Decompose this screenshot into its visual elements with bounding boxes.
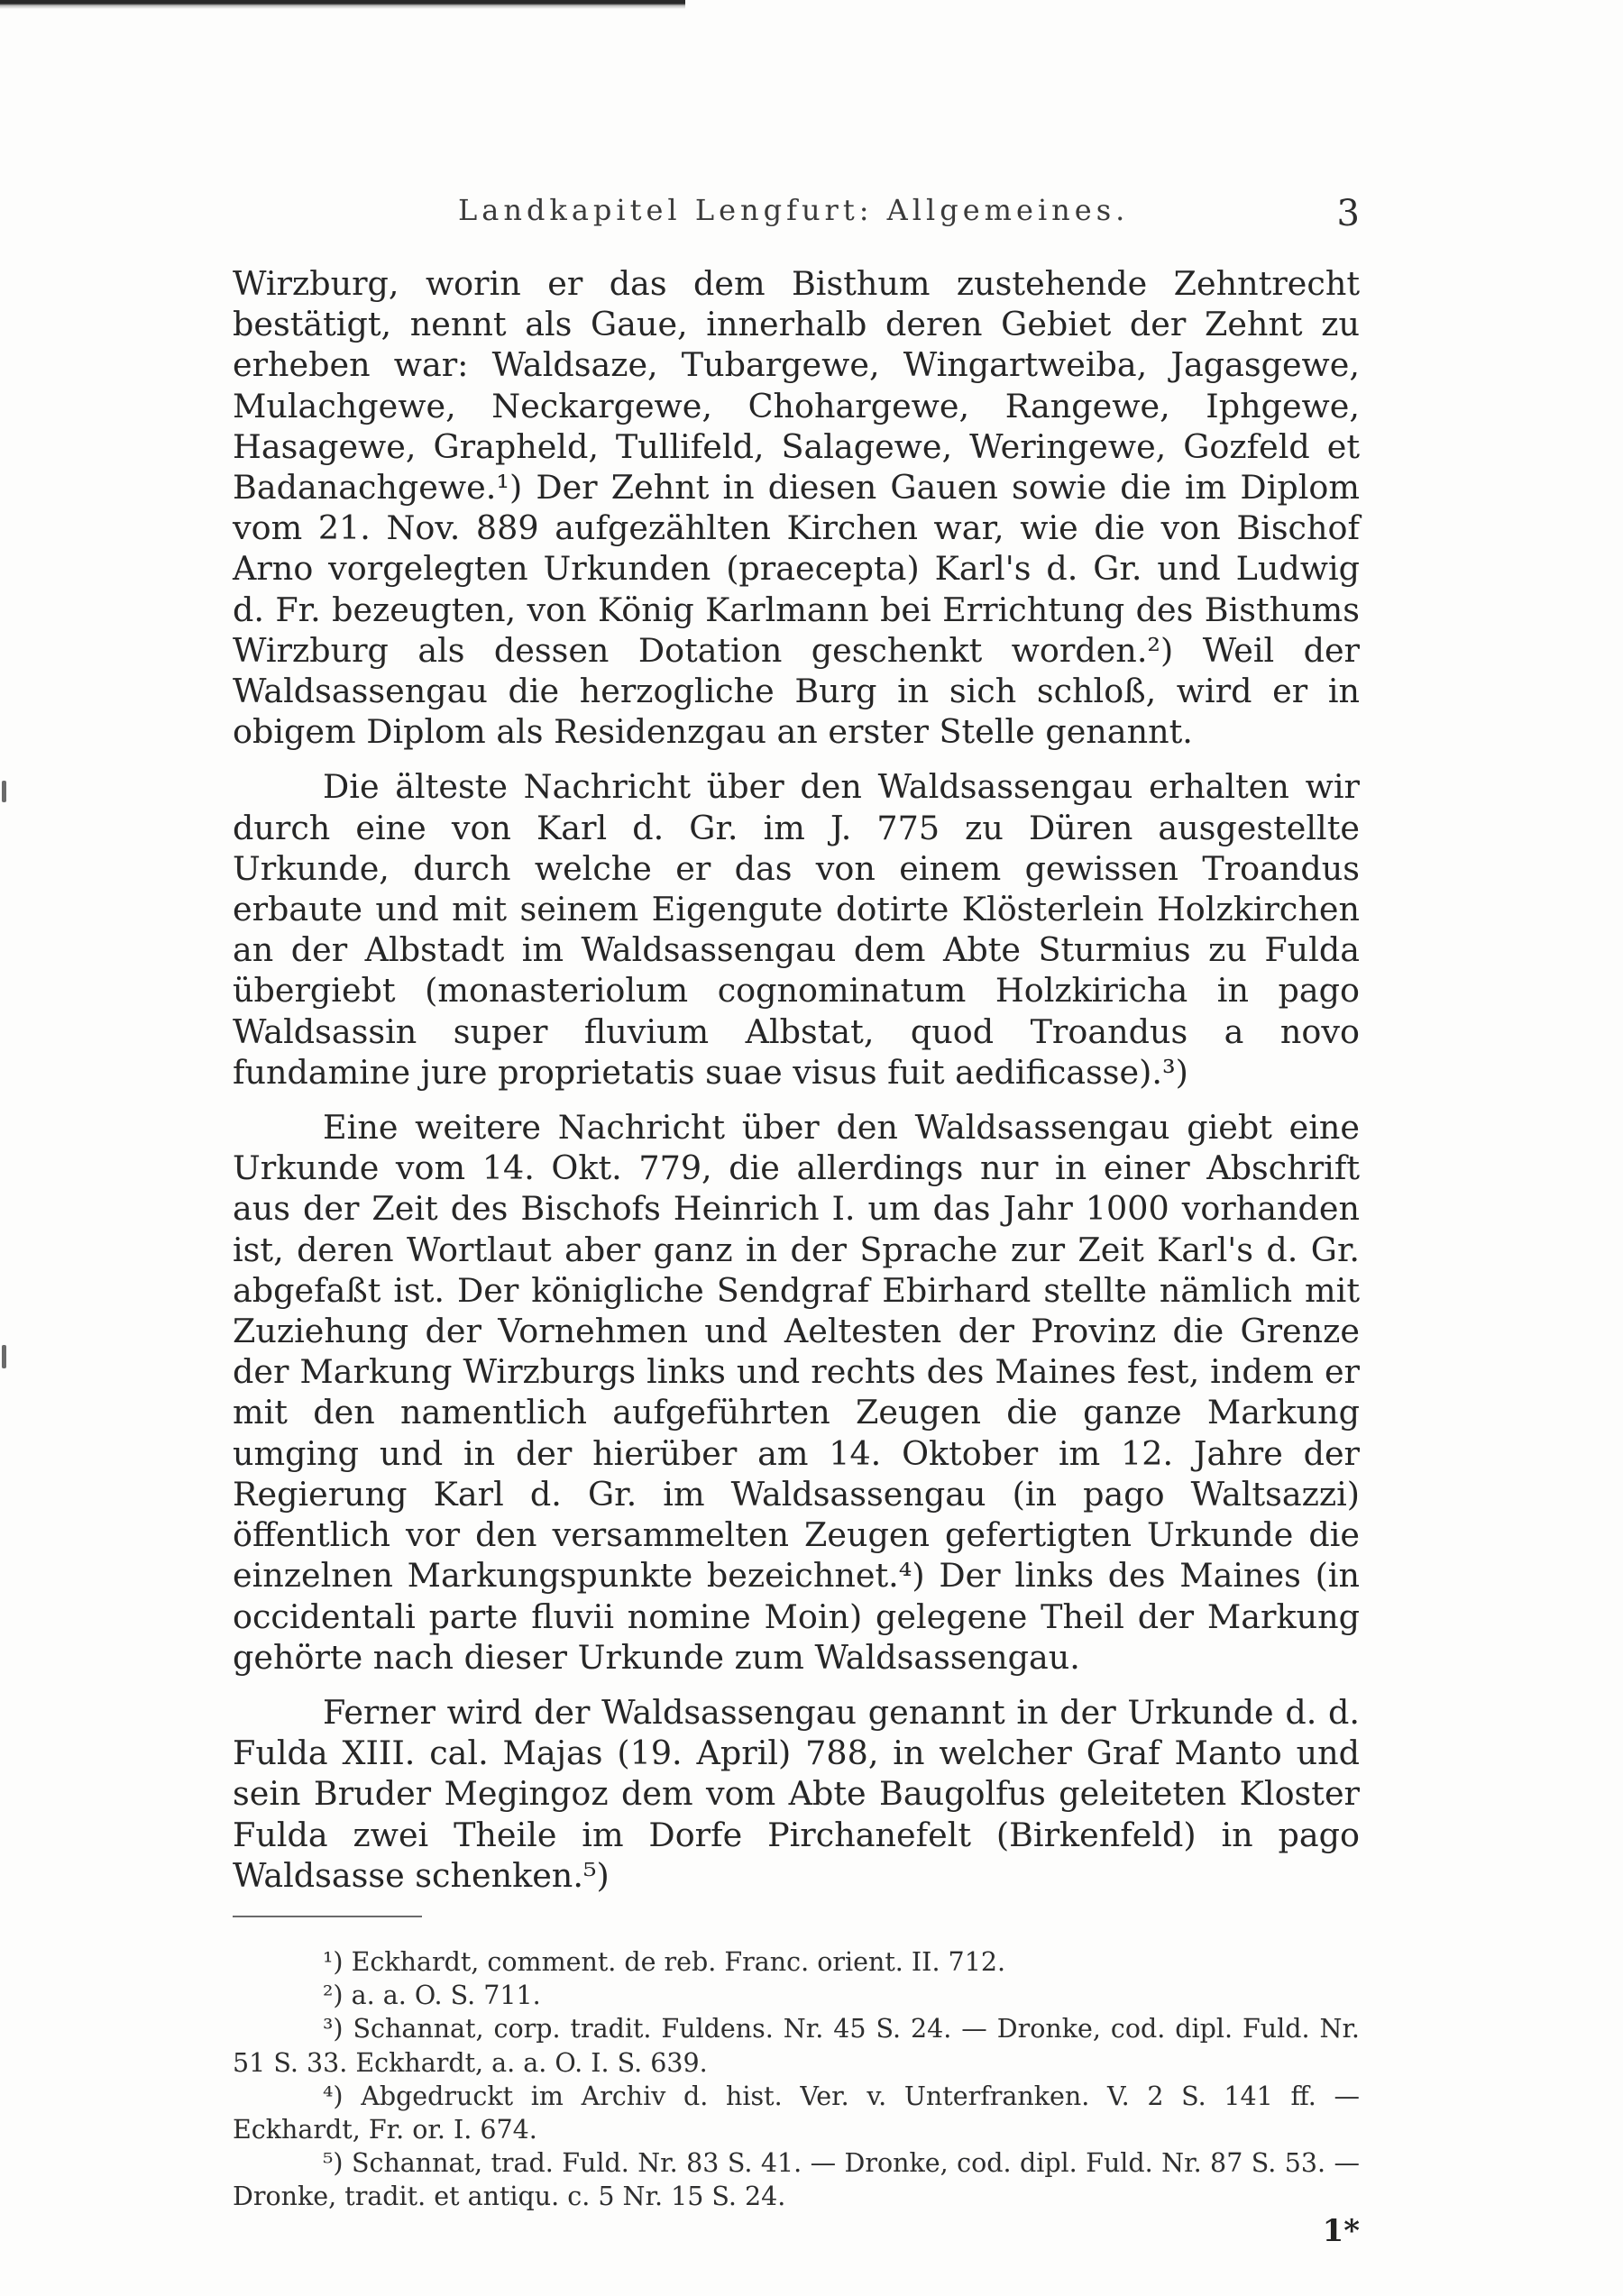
running-head [233,188,1360,242]
footnote-divider [233,1916,422,1917]
paragraph: Eine weitere Nachricht über den Waldsassengau giebt eine Urkunde vom 14. Okt. 779, die allerdings nur in einer Abschrift aus der Zeit des Bischofs Heinrich I. um das Jahr 1000 vorhanden ist, deren Wortlaut aber ganz in der Sprache zur Zeit Karl's d. Gr. abgefaßt ist. Der königliche Sendgraf Ebirhard stellte nämlich mit Zuziehung der Vornehmen und Aeltesten der Provinz die Grenze der Markung Wirzburgs links und rechts des Maines fest, indem er mit den namentlich aufgeführten Zeugen die ganze Markung umging und in der hierüber am 14. Oktober im 12. Jahre der Regierung Karl d. Gr. im Waldsassengau (in pago Waltsazzi) öffentlich vor den versammelten Zeugen gefertigten Urkunde die einzelnen Markungspunkte bezeichnet.⁴) Der links des Maines (in occidentali parte fluvii nomine Moin) gelegene Theil der Markung gehörte nach dieser Urkunde zum Waldsassengau. [233,1108,1360,1677]
scan-top-edge [0,0,685,9]
paragraph: Die älteste Nachricht über den Waldsassengau erhalten wir durch eine von Karl d. Gr. im J. 775 zu Düren ausgestellte Urkunde, durch welche er das von einem gewissen Troandus erbaute und mit seinem Eigengute dotirte Klösterlein Holzkirchen an der Albstadt im Waldsassengau dem Abte Sturmius zu Fulda übergiebt (monasteriolum cognominatum Holzkiricha in pago Waldsassin super fluvium Albstat, quod Troandus a novo fundamine jure proprietatis suae visus fuit aedificasse).³) [233,767,1360,1092]
left-edge-mark [2,781,6,802]
signature-mark: 1* [1322,2213,1360,2249]
body-text [233,263,1360,1910]
footnotes [233,1945,1360,2214]
left-edge-mark [2,1345,6,1368]
footnote: ¹) Eckhardt, comment. de reb. Franc. orient. II. 712. [323,1947,1006,1977]
footnote: ⁵) Schannat, trad. Fuld. Nr. 83 S. 41. — Dronke, cod. dipl. Fuld. Nr. 87 S. 53. — Dronke, tradit. et antiqu. c. 5 Nr. 15 S. 24. [233,2148,1360,2212]
footnote: ⁴) Abgedruckt im Archiv d. hist. Ver. v. Unterfranken. V. 2 S. 141 ff. — Eckhardt, Fr. or. I. 674. [233,2081,1360,2145]
footnote: ³) Schannat, corp. tradit. Fuldens. Nr. 45 S. 24. — Dronke, cod. dipl. Fuld. Nr. 51 S. 33. Eckhardt, a. a. O. I. S. 639. [233,2014,1360,2078]
paragraph: Ferner wird der Waldsassengau genannt in der Urkunde d. d. Fulda XIII. cal. Majas (19. April) 788, in welcher Graf Manto und sein Bruder Megingoz dem vom Abte Baugolfus geleiteten Kloster Fulda zwei Theile im Dorfe Pirchanefelt (Birkenfeld) in pago Waldsasse schenken.⁵) [233,1692,1360,1895]
page-number: 3 [1336,193,1360,234]
running-title: Landkapitel Lengfurt: Allgemeines. [458,193,1130,227]
footnote: ²) a. a. O. S. 711. [323,1980,541,2011]
paragraph: Wirzburg, worin er das dem Bisthum zustehende Zehntrecht bestätigt, nennt als Gaue, innerhalb deren Gebiet der Zehnt zu erheben war: Waldsaze, Tubargewe, Wingartweiba, Jagasgewe, Mulachgewe, Neckargewe, Chohargewe, Rangewe, Iphgewe, Hasagewe, Grapheld, Tullifeld, Salagewe, Weringewe, Gozfeld et Badanachgewe.¹) Der Zehnt in diesen Gauen sowie die im Diplom vom 21. Nov. 889 aufgezählten Kirchen war, wie die von Bischof Arno vorgelegten Urkunden (praecepta) Karl's d. Gr. und Ludwig d. Fr. bezeugten, von König Karlmann bei Errichtung des Bisthums Wirzburg als dessen Dotation geschenkt worden.²) Weil der Waldsassengau die herzogliche Burg in sich schloß, wird er in obigem Diplom als Residenzgau an erster Stelle genannt. [233,264,1360,752]
